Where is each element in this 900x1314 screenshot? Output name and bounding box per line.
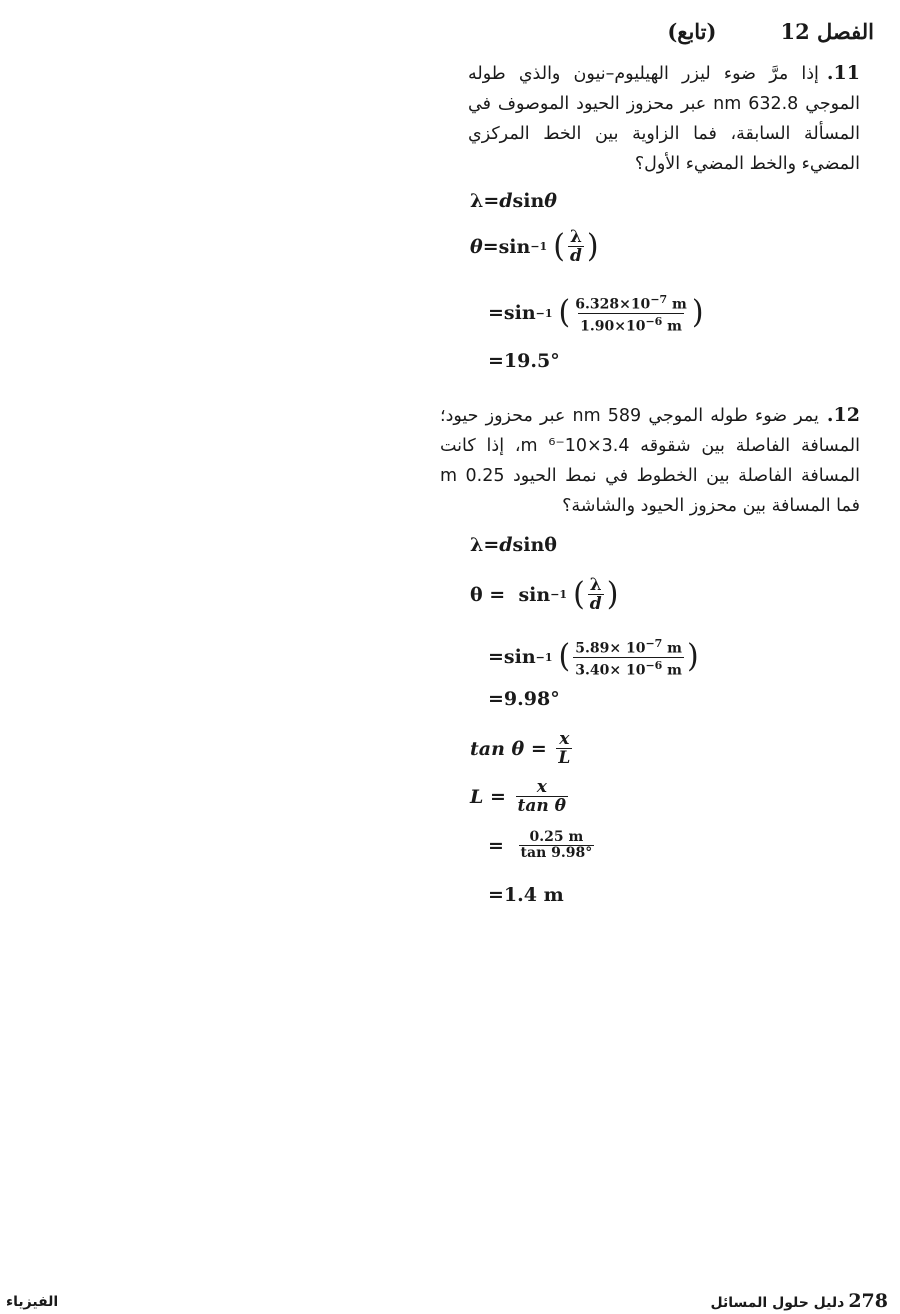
sin-label: sin [512,190,545,212]
theta-symbol: θ [470,235,483,258]
p11-equation-2: θ = sin −1 ( $\frac{\lambda}{d}$ ) [470,227,599,266]
denominator: tan 9.98° [520,845,593,861]
p12-equation-1 [470,534,557,556]
fraction [573,292,689,334]
equals: = [483,534,500,556]
denominator [578,313,684,335]
equals: = [483,785,513,808]
numerator: x [536,777,547,797]
fraction [516,778,569,815]
denominator: d [589,594,602,614]
denominator [573,657,684,679]
problem-12-text: يمر ضوء طوله الموجي 589 nm عبر محزوز حيود؛ المسافة الفاصلة بين شقوقه 3.4×10⁻⁶ m، إذا كانت المسافة الفاصلة بين الخطوط في نمط الحيود 0.25 m فما المسافة بين محزوز الحيود والشاشة؟ [440,406,860,516]
fraction [568,228,584,265]
denominator: L [558,748,571,768]
p11-equation-1 [470,190,557,212]
problem-11-text: إذا مرَّ ضوء ليزر الهيليوم–نيون والذي طوله الموجي 632.8 nm عبر محزوز الحيود الموصوف في المسألة السابقة، فما الزاوية بين الخط المركزي المضيء والخط المضيء الأول؟ [468,64,860,174]
equals: = [488,834,511,857]
theta-symbol: θ [544,534,557,556]
fraction [588,576,604,613]
p12-equation-2: θ = sin −1 ( $\frac{\lambda}{d}$ ) [470,575,619,614]
numerator [573,636,684,657]
d-symbol: d [499,534,513,556]
p12-equation-7 [488,830,597,861]
equals: = [483,190,500,212]
inverse-exponent: −1 [535,306,553,320]
denominator-unit: m [662,318,682,335]
numerator-exponent: −7 [650,293,668,306]
p11-result: 19.5° [503,350,560,372]
equals: = [524,737,554,760]
equals: = [488,884,504,906]
p12-equation-8 [488,884,564,906]
continued-label: (تابع) [667,18,717,44]
theta-symbol: θ [511,737,525,760]
p12-angle-result: 9.98° [503,688,560,710]
p12-equation-6 [470,778,571,815]
sin-label: sin [512,534,545,556]
denominator-value: 1.90×10 [580,318,646,335]
sin-label: sin [503,646,536,669]
L-symbol: L [470,785,484,808]
chapter-label: الفصل 12 [780,18,874,44]
p12-equation-5 [470,730,575,767]
p12-equation-4 [488,688,560,710]
equals: = [488,688,504,710]
sin-label: sin [518,583,551,606]
page-number: 278 [848,1290,888,1312]
fraction [519,830,595,861]
inverse-exponent: −1 [550,588,568,601]
inverse-exponent: −1 [530,240,548,253]
lambda-symbol: λ [470,534,484,556]
denominator-unit: m [662,662,682,679]
footer-page-info [711,1290,889,1312]
numerator: λ [569,227,582,247]
p12-distance-result: 1.4 m [503,884,564,906]
numerator: λ [589,575,602,595]
fraction [556,730,572,767]
numerator-value: 6.328×10 [575,296,651,313]
p11-equation-3: = sin −1 ( $\frac{6.328\times 10^{-7} m}{1.90\times 10^{-6} m}$ ) [488,293,704,335]
equals: = [488,302,504,325]
sin-label: sin [498,235,531,258]
problem-12-number: 12. [826,404,860,426]
equals: = [488,646,504,669]
lambda-symbol: λ [470,190,484,212]
fraction [573,636,684,678]
denominator: tan θ [517,796,567,816]
denominator-exponent: −6 [645,314,663,328]
numerator-value: 5.89× 10 [575,640,646,657]
numerator-exponent: −7 [645,637,663,650]
numerator-unit: m [667,296,687,313]
equals: = [488,350,504,372]
numerator [573,292,689,313]
problem-11-number: 11. [826,62,860,84]
guide-title: دليل حلول المسائل [710,1295,845,1311]
equals: = [482,583,519,606]
sin-label: sin [503,302,536,325]
numerator: 0.25 m [529,829,584,845]
theta-symbol: θ [470,583,483,606]
page-header [454,14,874,48]
denominator: d [569,246,582,266]
numerator: x [559,729,570,749]
problem-11-question [468,58,860,179]
d-symbol: d [499,190,513,212]
denominator-value: 3.40× 10 [575,662,646,679]
p11-equation-4 [488,350,560,372]
p12-equation-3: = sin −1 ( $\frac{5.89\times 10^{-7} m}{3.40\times 10^{-6} m}$ ) [488,637,699,679]
inverse-exponent: −1 [535,650,553,664]
theta-symbol: θ [544,190,557,212]
denominator-exponent: −6 [645,658,663,672]
numerator-unit: m [662,640,682,657]
equals: = [482,235,499,258]
footer-subject: الفيزياء [6,1294,59,1310]
tan-label: tan [470,737,512,760]
problem-12-question [440,400,860,521]
